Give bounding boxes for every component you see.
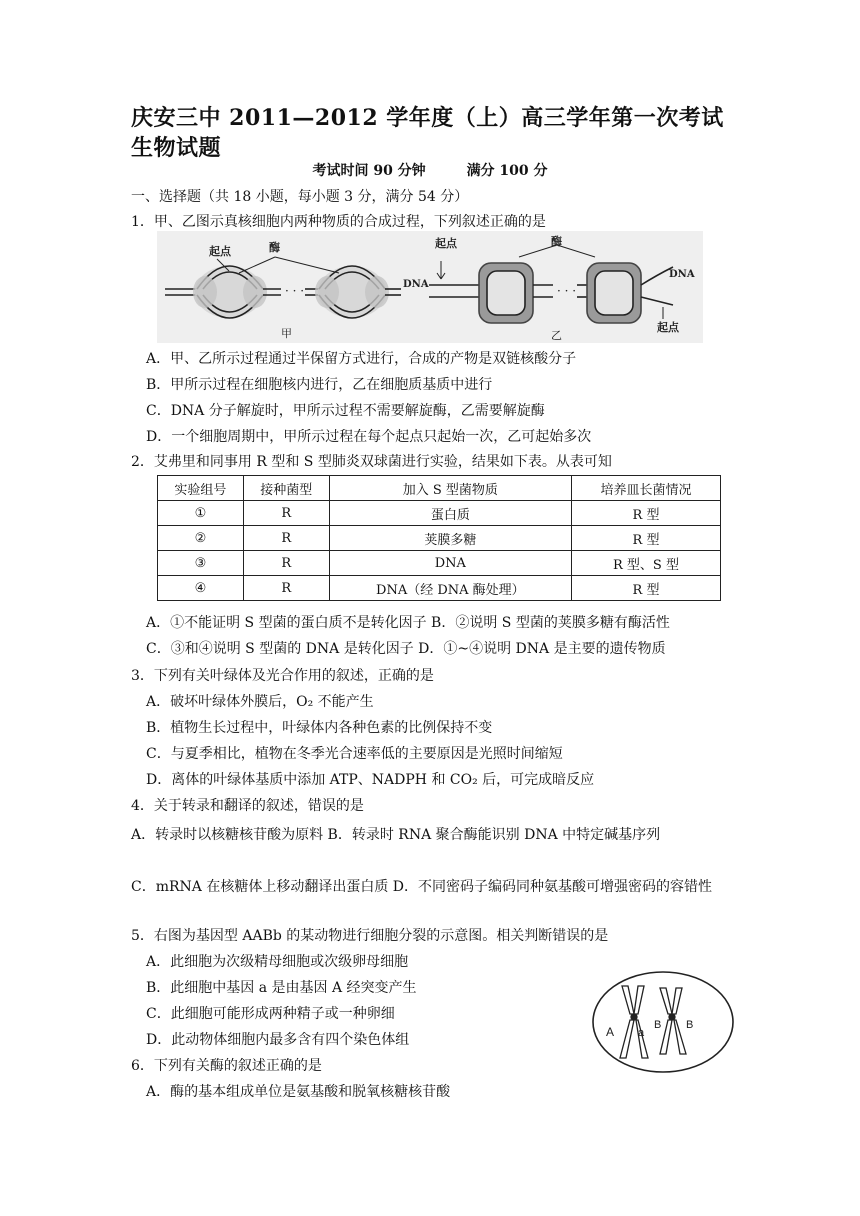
q3-option-b: B．植物生长过程中，叶绿体内各种色素的比例保持不变 [146,720,493,736]
q2-stem: 2．艾弗里和同事用 R 型和 S 型肺炎双球菌进行实验，结果如下表。从表可知 [131,454,612,470]
q1-option-d: D．一个细胞周期中，甲所示过程在每个起点只起始一次，乙可起始多次 [146,429,592,445]
label-origin-jia: 起点 [209,245,231,258]
allele-label-a: a [638,1027,645,1039]
label-origin-yi-top: 起点 [435,237,457,250]
q4-stem: 4．关于转录和翻译的叙述，错误的是 [131,798,364,814]
q3-option-a: A．破坏叶绿体外膜后，O₂ 不能产生 [146,694,374,710]
q2-options-ab: A．①不能证明 S 型菌的蛋白质不是转化因子 B．②说明 S 型菌的荚膜多糖有酶活性 [146,615,670,631]
label-dna-yi: DNA [669,269,695,280]
table-header: 培养皿长菌情况 [571,476,720,501]
exam-subtitle [0,160,860,180]
svg-text:· · ·: · · · [285,284,305,298]
table-header-row [158,476,721,501]
q5-option-a: A．此细胞为次级精母细胞或次级卵母细胞 [146,954,409,970]
label-dna-jia: DNA [403,279,429,290]
panel-jia [165,257,401,318]
table-header: 实验组号 [158,476,244,501]
allele-label-B1: B [654,1019,662,1031]
table-cell: ① [158,501,244,526]
table-cell: R [243,576,329,601]
q6-option-a: A．酶的基本组成单位是氨基酸和脱氧核糖核苷酸 [146,1084,451,1100]
q3-option-c: C．与夏季相比，植物在冬季光合速率低的主要原因是光照时间缩短 [146,746,563,762]
q3-stem: 3．下列有关叶绿体及光合作用的叙述，正确的是 [131,668,434,684]
allele-label-A: A [606,1025,615,1039]
table-row [158,576,721,601]
table-cell: R 型、S 型 [571,551,720,576]
panel-yi [429,245,673,323]
q5-stem: 5．右图为基因型 AABb 的某动物进行细胞分裂的示意图。相关判断错误的是 [131,928,609,944]
table-cell: R 型 [571,576,720,601]
table-row [158,551,721,576]
exam-time: 考试时间 90 分钟 [312,163,426,179]
table-cell: R 型 [571,526,720,551]
table-row [158,526,721,551]
table-cell: 蛋白质 [329,501,571,526]
q6-stem: 6．下列有关酶的叙述正确的是 [131,1058,322,1074]
section-heading: 一、选择题（共 18 小题，每小题 3 分，满分 54 分） [131,189,469,205]
table-cell: R [243,551,329,576]
table-cell: R [243,526,329,551]
table-header: 加入 S 型菌物质 [329,476,571,501]
q1-option-a: A．甲、乙所示过程通过半保留方式进行，合成的产物是双链核酸分子 [146,351,577,367]
table-cell: ④ [158,576,244,601]
q2-options-cd: C．③和④说明 S 型菌的 DNA 是转化因子 D．①~④说明 DNA 是主要的遗传物质 [146,641,666,657]
label-enzyme-yi: 酶 [551,235,562,248]
q1-option-b: B．甲所示过程在细胞核内进行，乙在细胞质基质中进行 [146,377,493,393]
replication-diagram [157,231,703,343]
experiment-table [157,475,721,601]
q1-option-c: C．DNA 分子解旋时，甲所示过程不需要解旋酶，乙需要解旋酶 [146,403,545,419]
q5-option-c: C．此细胞可能形成两种精子或一种卵细 [146,1006,395,1022]
label-yi: 乙 [551,329,562,342]
table-cell: 荚膜多糖 [329,526,571,551]
q5-option-d: D．此动物体细胞内最多含有四个染色体组 [146,1032,410,1048]
exam-score: 满分 100 分 [466,163,548,179]
label-jia: 甲 [281,327,292,340]
svg-text:· · ·: · · · [557,284,577,298]
table-cell: ② [158,526,244,551]
q3-option-d: D．离体的叶绿体基质中添加 ATP、NADPH 和 CO₂ 后，可完成暗反应 [146,772,595,788]
table-row [158,501,721,526]
table-cell: R [243,501,329,526]
table-header: 接种菌型 [243,476,329,501]
q4-options-cd: C．mRNA 在核糖体上移动翻译出蛋白质 D．不同密码子编码同种氨基酸可增强密码的容错性 [131,879,713,895]
allele-label-B2: B [686,1019,694,1031]
q1-stem: 1．甲、乙图示真核细胞内两种物质的合成过程，下列叙述正确的是 [131,214,546,230]
label-origin-yi-bottom: 起点 [657,321,679,334]
q5-option-b: B．此细胞中基因 a 是由基因 A 经突变产生 [146,980,417,996]
table-cell: DNA（经 DNA 酶处理） [329,576,571,601]
table-cell: DNA [329,551,571,576]
table-cell: R 型 [571,501,720,526]
table-cell: ③ [158,551,244,576]
exam-title: 庆安三中 2011—2012 学年度（上）高三学年第一次考试生物试题 [131,105,724,161]
q4-options-ab: A．转录时以核糖核苷酸为原料 B．转录时 RNA 聚合酶能识别 DNA 中特定碱基序列 [131,827,661,843]
q1-figure [157,231,703,343]
label-enzyme-jia: 酶 [269,241,280,254]
